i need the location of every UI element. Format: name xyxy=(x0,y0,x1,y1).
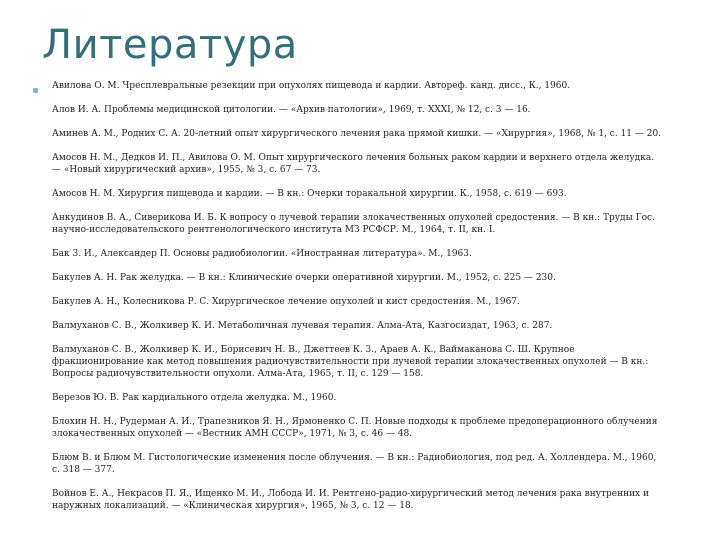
page-title: Литература xyxy=(42,22,298,68)
reference-item: Бакулев А. Н. Рак желудка. — В кн.: Клинические очерки оперативной хирургии. М., 1952, с. 225 — 230. xyxy=(52,273,556,283)
reference-item: Блюм В. и Блюм М. Гистологические изменения после облучения. — В кн.: Радиобиология, под ред. А. Холлендера. М., 1960, с. 318 — 377. xyxy=(52,453,657,475)
reference-list xyxy=(52,80,664,524)
reference-item: Амосов Н. М. Хирургия пищевода и кардии. — В кн.: Очерки торакальной хирургии. К., 1958, с. 619 — 693. xyxy=(52,189,567,199)
reference-item: Бак 3. И., Александер П. Основы радиобиологии. «Иностранная литература». М., 1963. xyxy=(52,249,472,259)
reference-item: Бакулев А. Н., Колесникова Р. С. Хирургическое лечение опухолей и кист средостения. М., 1967. xyxy=(52,297,520,307)
reference-item: Алов И. А. Проблемы медицинской цитологии. — «Архив патологии», 1969, т. XXXI, № 12, с. 3 — 16. xyxy=(52,105,531,115)
bullet-icon xyxy=(33,88,38,93)
reference-item: Амосов Н. М., Дедков И. П., Авилова О. М. Опыт хирургического лечения больных раком кардии и верхнего отдела желудка. — «Новый хирургический архив», 1955, № 3, с. 67 — 73. xyxy=(52,153,655,175)
reference-item: Анкудинов В. А., Сиверикова И. Б. К вопросу о лучевой терапии злокачественных опухолей средостения. — В кн.: Труды Гос. научно-исследовательского рентгенологического института МЗ РСФСР. М., 1964, т. II, кн. I. xyxy=(52,213,655,235)
reference-item: Авилова О. М. Чресплевральные резекции при опухолях пищевода и кардии. Автореф. канд. дисс., К., 1960. xyxy=(52,81,571,91)
reference-item: Валмуханов С. В., Жолкивер К. И., Борисевич Н. В., Джеттеев К. 3., Араев А. К., Ваймаканова С. Ш. Крупное фракционирование как метод повышения радиочувствительности при лучевой терапии злокачественных опухолей — В кн.: Вопросы радиочувствительности опухоли. Алма-Ата, 1965, т. II, с. 129 — 158. xyxy=(52,345,649,379)
reference-item: Блохин Н. Н., Рудерман А. И., Трапезников Я. Н., Ярмоненко С. П. Новые подходы к проблеме предоперационного облучения злокачественных опухолей — «Вестник АМН СССР», 1971, № 3, с. 46 — 48. xyxy=(52,417,658,439)
reference-item: Аминев А. М., Родних С. А. 20-летний опыт хирургического лечения рака прямой кишки. — «Хирургия», 1968, № 1, с. 11 — 20. xyxy=(52,129,662,139)
reference-item: Войнов Е. А., Некрасов П. Я., Ищенко М. И., Лобода И. И. Рентгено-радио-хирургический метод лечения рака внутренних и наружных локализаций. — «Клиническая хирургия», 1965, № 3, с. 12 — 18. xyxy=(52,489,649,511)
reference-item: Верезов Ю. В. Рак кардиального отдела желудка. М., 1960. xyxy=(52,393,337,403)
reference-item: Валмуханов С. В., Жолкивер К. И. Метаболичная лучевая терапия. Алма-Ата, Казгосиздат, 1963, с. 287. xyxy=(52,321,553,331)
